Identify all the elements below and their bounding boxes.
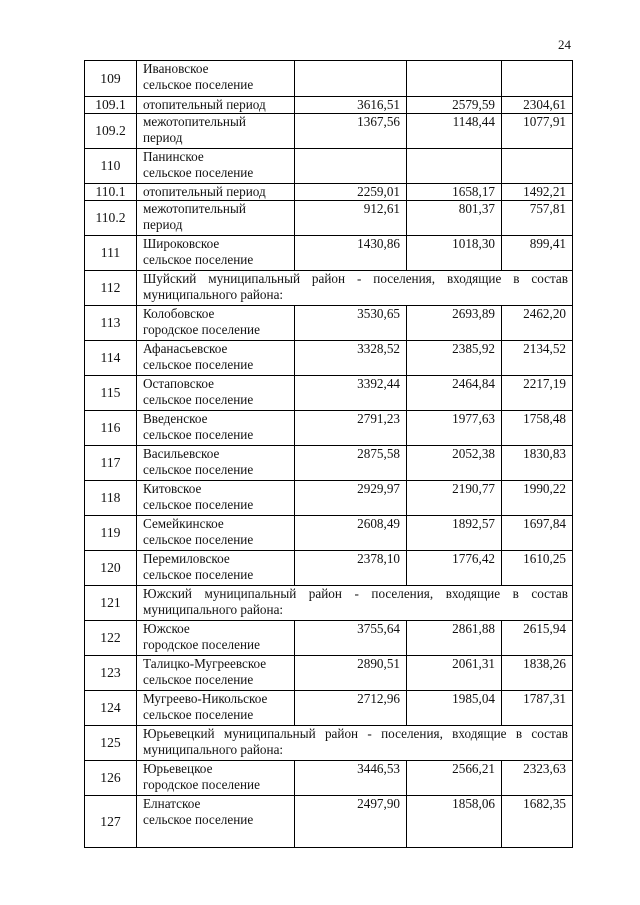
settlement-name (137, 114, 295, 149)
district-header: Шуйский муниципальный район - поселения, входящие в состав муниципального района: (137, 271, 573, 306)
row-number: 109.1 (85, 97, 137, 114)
district-header: Юрьевецкий муниципальный район - поселения, входящие в состав муниципального района: (137, 726, 573, 761)
settlement-name-line: сельское поселение (143, 706, 254, 722)
value-col-1: 3616,51 (295, 97, 407, 114)
row-number: 113 (85, 306, 137, 341)
row-number: 122 (85, 621, 137, 656)
settlement-name (137, 376, 295, 411)
table-row (85, 149, 573, 184)
table-row (85, 481, 573, 516)
page-number: 24 (558, 37, 571, 52)
value-col-3: 757,81 (502, 201, 573, 236)
row-number: 124 (85, 691, 137, 726)
tariff-table (84, 60, 573, 848)
row-number: 126 (85, 761, 137, 796)
value-col-1: 2890,51 (295, 656, 407, 691)
settlement-name-line: Остаповское (143, 376, 214, 391)
value-col-2 (407, 149, 502, 184)
row-number: 109.2 (85, 114, 137, 149)
settlement-name-line: сельское поселение (143, 164, 254, 180)
value-col-2: 2464,84 (407, 376, 502, 411)
settlement-name-line: межотопительный (143, 201, 246, 216)
value-col-3: 1787,31 (502, 691, 573, 726)
table-row (85, 621, 573, 656)
settlement-name-line: отопительный период (143, 97, 266, 112)
settlement-name (137, 236, 295, 271)
value-col-1 (295, 61, 407, 97)
row-number: 110 (85, 149, 137, 184)
settlement-name-line: сельское поселение (143, 461, 254, 477)
value-col-1: 3755,64 (295, 621, 407, 656)
value-col-1: 2378,10 (295, 551, 407, 586)
table-row (85, 516, 573, 551)
settlement-name-line: сельское поселение (143, 391, 254, 407)
row-number: 111 (85, 236, 137, 271)
value-col-3 (502, 61, 573, 97)
value-col-3: 899,41 (502, 236, 573, 271)
settlement-name-line: городское поселение (143, 321, 260, 337)
value-col-2: 2190,77 (407, 481, 502, 516)
settlement-name (137, 516, 295, 551)
value-col-3: 2323,63 (502, 761, 573, 796)
value-col-2: 2693,89 (407, 306, 502, 341)
settlement-name (137, 796, 295, 848)
settlement-name (137, 201, 295, 236)
value-col-3: 2304,61 (502, 97, 573, 114)
settlement-name (137, 341, 295, 376)
settlement-name (137, 411, 295, 446)
value-col-2: 2052,38 (407, 446, 502, 481)
row-number: 118 (85, 481, 137, 516)
value-col-1: 3446,53 (295, 761, 407, 796)
settlement-name (137, 551, 295, 586)
value-col-3: 2217,19 (502, 376, 573, 411)
row-number: 125 (85, 726, 137, 761)
row-number: 117 (85, 446, 137, 481)
table-row (85, 376, 573, 411)
settlement-name (137, 481, 295, 516)
settlement-name-line: Васильевское (143, 446, 220, 461)
settlement-name (137, 621, 295, 656)
table-row (85, 61, 573, 97)
settlement-name-line: сельское поселение (143, 251, 254, 267)
value-col-1: 3392,44 (295, 376, 407, 411)
row-number: 110.2 (85, 201, 137, 236)
row-number: 120 (85, 551, 137, 586)
settlement-name-line: Широковское (143, 236, 220, 251)
settlement-name (137, 691, 295, 726)
settlement-name (137, 61, 295, 97)
table-row (85, 236, 573, 271)
value-col-1: 2497,90 (295, 796, 407, 848)
table-row (85, 551, 573, 586)
value-col-1: 2791,23 (295, 411, 407, 446)
row-number: 112 (85, 271, 137, 306)
table-row (85, 796, 573, 848)
settlement-name (137, 184, 295, 201)
table-row (85, 184, 573, 201)
row-number: 123 (85, 656, 137, 691)
settlement-name (137, 306, 295, 341)
value-col-3: 1697,84 (502, 516, 573, 551)
settlement-name-line: сельское поселение (143, 76, 254, 92)
settlement-name-line: отопительный период (143, 184, 266, 199)
value-col-1 (295, 149, 407, 184)
table-row (85, 201, 573, 236)
value-col-2: 801,37 (407, 201, 502, 236)
value-col-3 (502, 149, 573, 184)
table-row (85, 446, 573, 481)
settlement-name-line: межотопительный (143, 114, 246, 129)
value-col-1: 3328,52 (295, 341, 407, 376)
settlement-name-line: Мугреево-Никольское (143, 691, 268, 706)
row-number: 110.1 (85, 184, 137, 201)
value-col-2: 1018,30 (407, 236, 502, 271)
row-number: 116 (85, 411, 137, 446)
settlement-name (137, 97, 295, 114)
value-col-1: 2259,01 (295, 184, 407, 201)
value-col-2: 2385,92 (407, 341, 502, 376)
row-number: 121 (85, 586, 137, 621)
value-col-1: 2608,49 (295, 516, 407, 551)
table-body (85, 61, 573, 848)
settlement-name (137, 149, 295, 184)
value-col-3: 1990,22 (502, 481, 573, 516)
value-col-3: 1682,35 (502, 796, 573, 848)
table-row (85, 411, 573, 446)
row-number: 109 (85, 61, 137, 97)
settlement-name-line: Елнатское (143, 796, 201, 811)
settlement-name-line: сельское поселение (143, 531, 254, 547)
settlement-name-line: сельское поселение (143, 811, 254, 827)
value-col-3: 2615,94 (502, 621, 573, 656)
value-col-2: 1892,57 (407, 516, 502, 551)
value-col-2: 1148,44 (407, 114, 502, 149)
row-number: 115 (85, 376, 137, 411)
settlement-name-line: Ивановское (143, 61, 209, 76)
value-col-2: 2566,21 (407, 761, 502, 796)
table-row (85, 271, 573, 306)
value-col-3: 1610,25 (502, 551, 573, 586)
settlement-name-line: сельское поселение (143, 671, 254, 687)
value-col-1: 912,61 (295, 201, 407, 236)
table-row (85, 586, 573, 621)
settlement-name-line: городское поселение (143, 636, 260, 652)
settlement-name-line: Афанасьевское (143, 341, 228, 356)
value-col-1: 2712,96 (295, 691, 407, 726)
value-col-1: 1367,56 (295, 114, 407, 149)
table-row (85, 656, 573, 691)
settlement-name-line: Южское (143, 621, 190, 636)
settlement-name (137, 446, 295, 481)
table-row (85, 114, 573, 149)
value-col-2: 1977,63 (407, 411, 502, 446)
table-row (85, 761, 573, 796)
value-col-2: 2861,88 (407, 621, 502, 656)
value-col-3: 1492,21 (502, 184, 573, 201)
table-row (85, 97, 573, 114)
settlement-name-line: Китовское (143, 481, 202, 496)
district-header: Южский муниципальный район - поселения, входящие в состав муниципального района: (137, 586, 573, 621)
settlement-name-line: сельское поселение (143, 426, 254, 442)
value-col-1: 1430,86 (295, 236, 407, 271)
settlement-name-line: период (143, 129, 183, 145)
settlement-name-line: Колобовское (143, 306, 215, 321)
settlement-name-line: Талицко-Мугреевское (143, 656, 267, 671)
value-col-2: 1985,04 (407, 691, 502, 726)
value-col-1: 2875,58 (295, 446, 407, 481)
value-col-2: 2061,31 (407, 656, 502, 691)
settlement-name-line: Семейкинское (143, 516, 224, 531)
settlement-name-line: сельское поселение (143, 356, 254, 372)
settlement-name-line: сельское поселение (143, 566, 254, 582)
value-col-3: 1758,48 (502, 411, 573, 446)
settlement-name (137, 656, 295, 691)
table-row (85, 306, 573, 341)
table-row (85, 726, 573, 761)
value-col-3: 1838,26 (502, 656, 573, 691)
value-col-2: 1776,42 (407, 551, 502, 586)
value-col-1: 3530,65 (295, 306, 407, 341)
settlement-name (137, 761, 295, 796)
settlement-name-line: Введенское (143, 411, 208, 426)
value-col-3: 1830,83 (502, 446, 573, 481)
settlement-name-line: сельское поселение (143, 496, 254, 512)
value-col-3: 2462,20 (502, 306, 573, 341)
settlement-name-line: Юрьевецкое (143, 761, 213, 776)
table-row (85, 341, 573, 376)
value-col-3: 2134,52 (502, 341, 573, 376)
value-col-2: 2579,59 (407, 97, 502, 114)
table-row (85, 691, 573, 726)
value-col-2: 1658,17 (407, 184, 502, 201)
value-col-2: 1858,06 (407, 796, 502, 848)
settlement-name-line: период (143, 216, 183, 232)
value-col-3: 1077,91 (502, 114, 573, 149)
settlement-name-line: городское поселение (143, 776, 260, 792)
row-number: 119 (85, 516, 137, 551)
row-number: 127 (85, 796, 137, 848)
value-col-1: 2929,97 (295, 481, 407, 516)
settlement-name-line: Перемиловское (143, 551, 230, 566)
value-col-2 (407, 61, 502, 97)
row-number: 114 (85, 341, 137, 376)
settlement-name-line: Панинское (143, 149, 204, 164)
